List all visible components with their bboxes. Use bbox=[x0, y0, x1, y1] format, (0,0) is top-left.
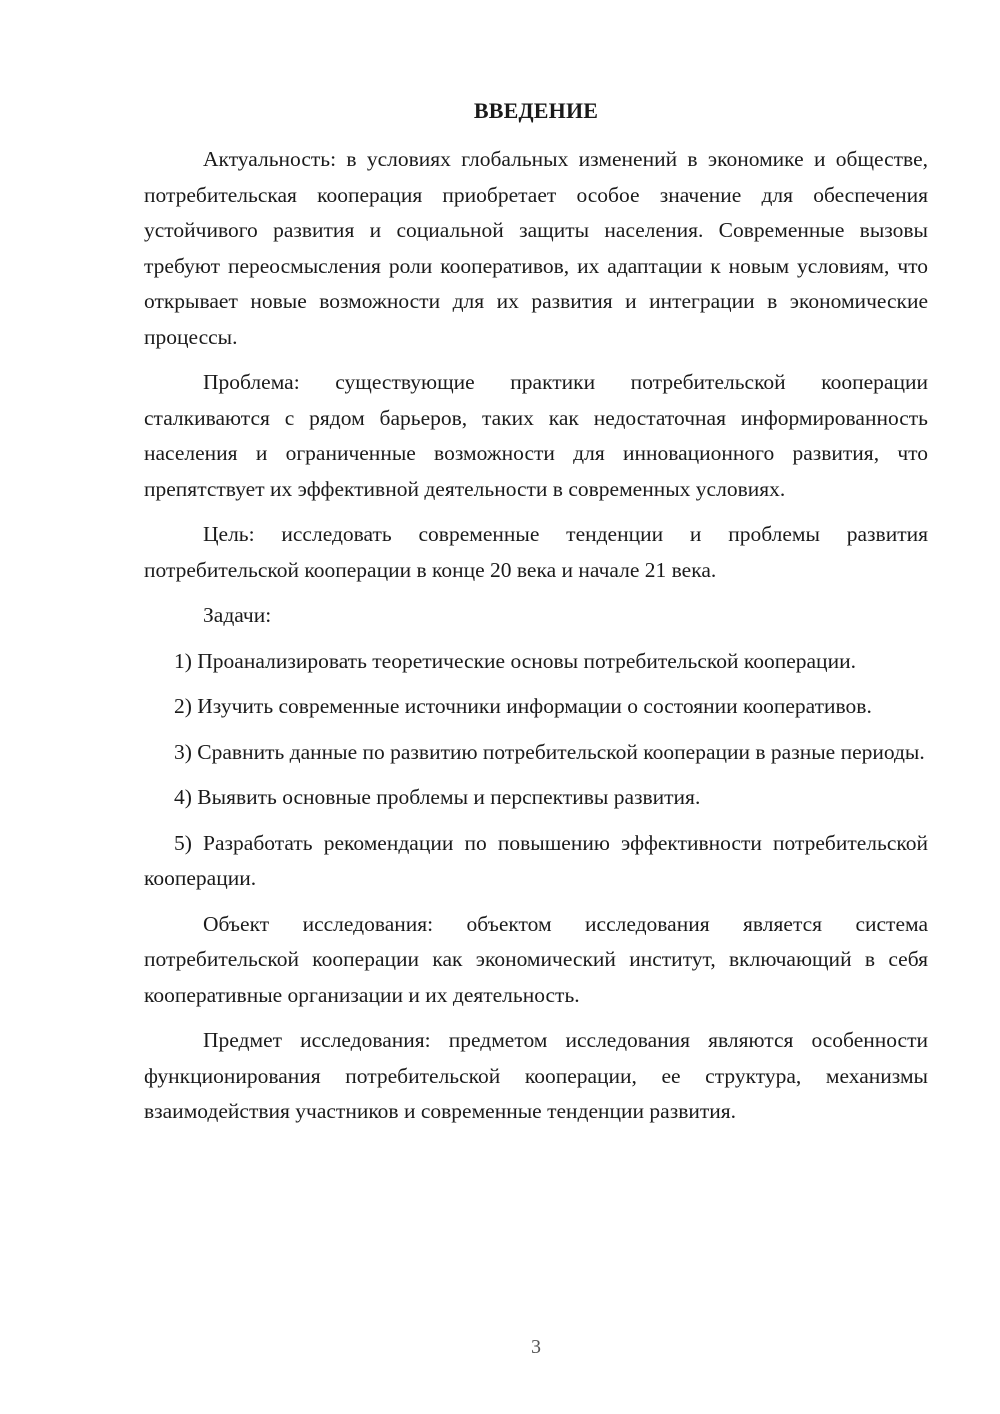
paragraph-relevance: Актуальность: в условиях глобальных изменений в экономике и обществе, потребительская кооперация приобретает особое значение для обеспечения устойчивого развития и социальной защиты населения. Современные вызовы требуют переосмысления роли кооперативов, их адаптации к новым условиям, что открывает новые возможности для их развития и интеграции в экономические процессы. bbox=[144, 147, 928, 349]
document-title: ВВЕДЕНИЕ bbox=[473, 98, 599, 123]
task-item-5: 5) Разработать рекомендации по повышению эффективности потребительской кооперации. bbox=[144, 830, 928, 890]
task-item-4: 4) Выявить основные проблемы и перспективы развития. bbox=[174, 785, 701, 809]
task-item-2: 2) Изучить современные источники информации о состоянии кооперативов. bbox=[174, 694, 872, 718]
paragraph-problem: Проблема: существующие практики потребительской кооперации сталкиваются с рядом барьеров, таких как недостаточная информированность населения и ограниченные возможности для инновационного развития, что препятствует их эффективной деятельности в современных условиях. bbox=[144, 370, 928, 501]
paragraph-subject: Предмет исследования: предметом исследования являются особенности функционирования потребительской кооперации, ее структура, механизмы взаимодействия участников и современные тенденции развития. bbox=[144, 1028, 928, 1123]
paragraph-object: Объект исследования: объектом исследования является система потребительской кооперации как экономический институт, включающий в себя кооперативные организации и их деятельность. bbox=[144, 911, 928, 1007]
paragraph-tasks-heading: Задачи: bbox=[203, 603, 272, 627]
paragraph-goal: Цель: исследовать современные тенденции и проблемы развития потребительской кооперации в конце 20 века и начале 21 века. bbox=[144, 522, 928, 582]
page-number: 3 bbox=[531, 1336, 541, 1358]
task-item-3: 3) Сравнить данные по развитию потребительской кооперации в разные периоды. bbox=[174, 739, 925, 764]
document-body bbox=[144, 142, 928, 1140]
task-item-1: 1) Проанализировать теоретические основы потребительской кооперации. bbox=[174, 648, 856, 673]
